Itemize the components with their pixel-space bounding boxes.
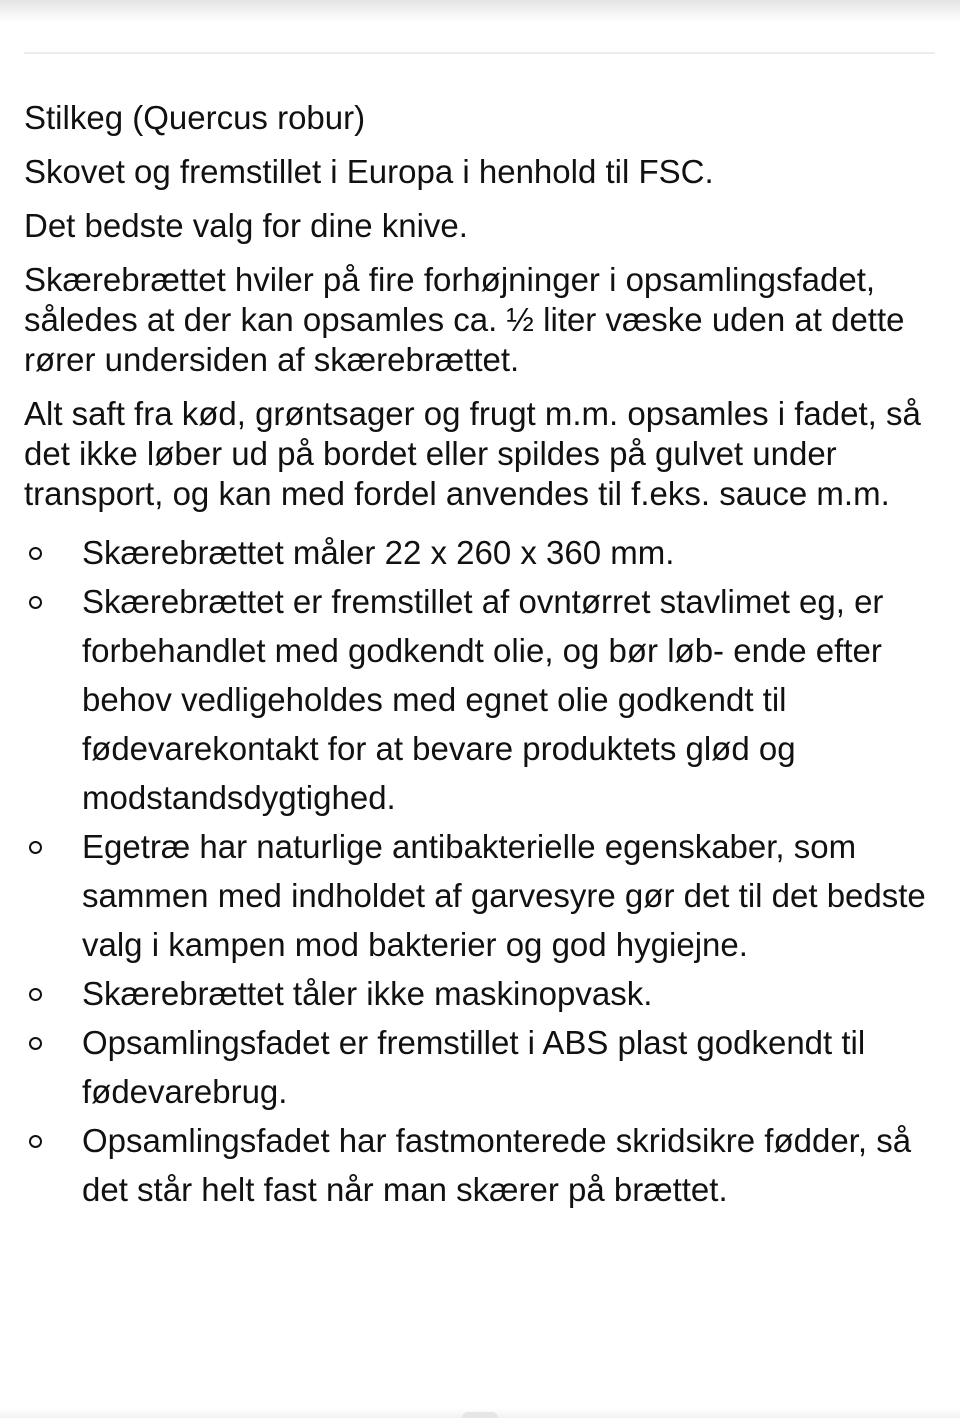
list-item: [24, 528, 934, 577]
circle-bullet-icon: [29, 988, 42, 1001]
list-item-text: Skærebrættet måler 22 x 260 x 360 mm.: [82, 534, 675, 571]
origin-text: Skovet og fremstillet i Europa i henhold til FSC.: [24, 153, 714, 190]
circle-bullet-icon: [29, 1037, 42, 1050]
list-item: [24, 969, 934, 1018]
circle-bullet-icon: [29, 1135, 42, 1148]
home-indicator[interactable]: [462, 1412, 498, 1418]
circle-bullet-icon: [29, 841, 42, 854]
circle-bullet-icon: [29, 547, 42, 560]
list-item-text: Skærebrættet er fremstillet af ovntørret stavlimet eg, er forbehandlet med godkendt olie, og bør løb- ende efter behov vedligeholdes med egnet olie godkendt til fødevarekontakt for at bevare produktets glød og modstandsdygtighed.: [82, 583, 884, 816]
list-item-text: Egetræ har naturlige antibakterielle egenskaber, som sammen med indholdet af garvesyre gør det til det bedste valg i kampen mod bakterier og god hygiejne.: [82, 828, 926, 963]
knife-choice-text: Det bedste valg for dine knive.: [24, 207, 468, 244]
drip-tray-text: Skærebrættet hviler på fire forhøjninger i opsamlingsfadet, således at der kan opsamles ca. ½ liter væske uden at dette rører undersiden af skærebrættet.: [24, 261, 905, 378]
juice-collection-text: Alt saft fra kød, grøntsager og frugt m.m. opsamles i fadet, så det ikke løber ud på bordet eller spildes på gulvet under transport, og kan med fordel anvendes til f.eks. sauce m.m.: [24, 395, 921, 512]
list-item: [24, 1116, 934, 1214]
list-item: [24, 577, 934, 822]
list-item-text: Skærebrættet tåler ikke maskinopvask.: [82, 975, 653, 1012]
list-item: [24, 822, 934, 969]
wood-type-text: Stilkeg (Quercus robur): [24, 99, 366, 136]
list-item-text: Opsamlingsfadet er fremstillet i ABS plast godkendt til fødevarebrug.: [82, 1024, 866, 1110]
list-item: [24, 1018, 934, 1116]
list-item-text: Opsamlingsfadet har fastmonterede skridsikre fødder, så det står helt fast når man skærer på brættet.: [82, 1122, 912, 1208]
section-divider: [24, 52, 935, 54]
product-description: [24, 98, 934, 1214]
circle-bullet-icon: [29, 596, 42, 609]
feature-list: [24, 528, 934, 1214]
top-toolbar-shadow: [0, 0, 960, 22]
